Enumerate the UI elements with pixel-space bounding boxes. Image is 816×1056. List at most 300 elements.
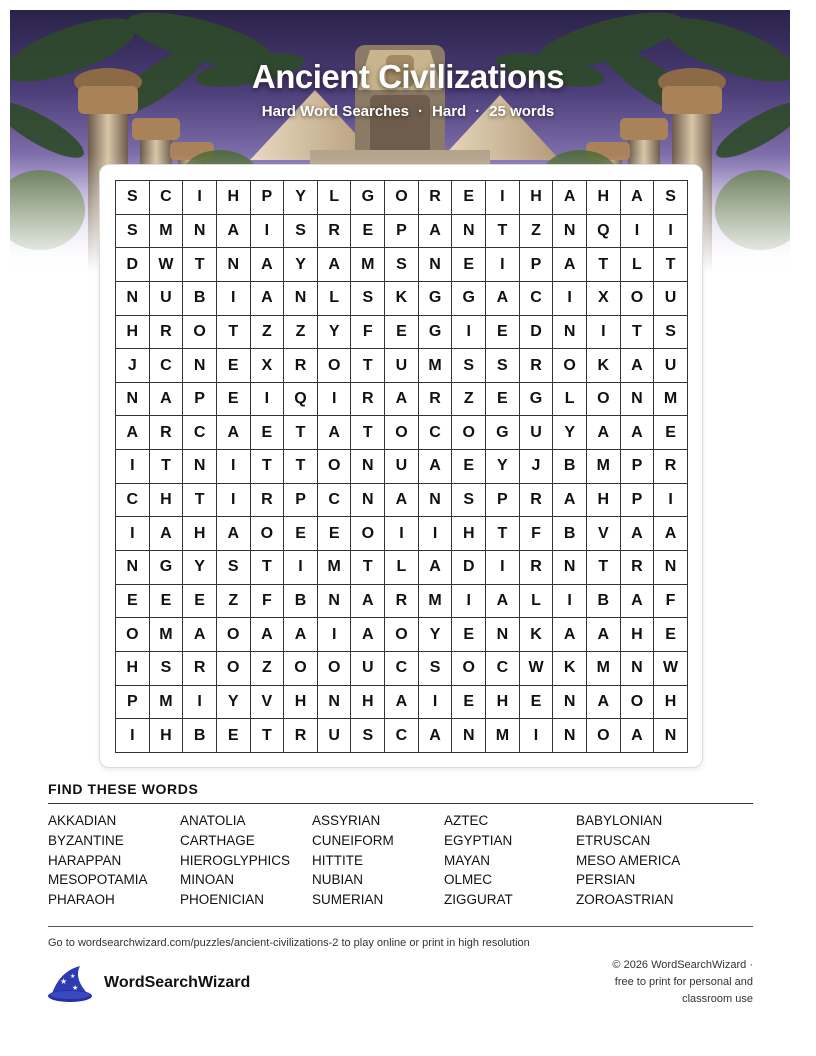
grid-cell[interactable]: B xyxy=(284,585,318,619)
grid-cell[interactable]: U xyxy=(318,719,352,753)
word-list-item: HITTITE xyxy=(312,852,363,868)
grid-cell[interactable]: R xyxy=(284,719,318,753)
grid-cell[interactable]: S xyxy=(217,551,251,585)
grid-cell[interactable]: N xyxy=(351,450,385,484)
grid-cell[interactable]: C xyxy=(385,719,419,753)
grid-cell[interactable]: F xyxy=(351,316,385,350)
grid-cell[interactable]: M xyxy=(150,618,184,652)
grid-cell[interactable]: E xyxy=(654,416,688,450)
grid-cell[interactable]: M xyxy=(318,551,352,585)
grid-cell[interactable]: I xyxy=(621,215,655,249)
grid-cell[interactable]: N xyxy=(318,585,352,619)
grid-cell[interactable]: E xyxy=(654,618,688,652)
grid-cell[interactable]: P xyxy=(251,181,285,215)
grid-cell[interactable]: H xyxy=(284,686,318,720)
grid-cell[interactable]: C xyxy=(385,652,419,686)
grid-cell[interactable]: X xyxy=(587,282,621,316)
grid-cell[interactable]: O xyxy=(385,181,419,215)
grid-cell[interactable]: N xyxy=(553,316,587,350)
grid-cell[interactable]: I xyxy=(116,450,150,484)
grid-cell[interactable]: R xyxy=(251,484,285,518)
grid-cell[interactable]: Y xyxy=(486,450,520,484)
grid-cell[interactable]: G xyxy=(150,551,184,585)
grid-cell[interactable]: Y xyxy=(318,316,352,350)
grid-cell[interactable]: I xyxy=(419,686,453,720)
grid-cell[interactable]: L xyxy=(318,282,352,316)
grid-cell[interactable]: Z xyxy=(251,652,285,686)
grid-cell[interactable]: E xyxy=(452,686,486,720)
grid-cell[interactable]: N xyxy=(654,551,688,585)
grid-cell[interactable]: Z xyxy=(217,585,251,619)
grid-cell[interactable]: O xyxy=(385,618,419,652)
grid-cell[interactable]: A xyxy=(217,517,251,551)
grid-cell[interactable]: E xyxy=(217,349,251,383)
grid-cell[interactable]: U xyxy=(385,450,419,484)
grid-cell[interactable]: S xyxy=(486,349,520,383)
grid-cell[interactable]: O xyxy=(217,618,251,652)
grid-cell[interactable]: G xyxy=(419,316,453,350)
grid-cell[interactable]: E xyxy=(520,686,554,720)
grid-cell[interactable]: R xyxy=(284,349,318,383)
grid-cell[interactable]: S xyxy=(452,349,486,383)
grid-cell[interactable]: A xyxy=(553,484,587,518)
grid-cell[interactable]: C xyxy=(419,416,453,450)
grid-cell[interactable]: N xyxy=(553,719,587,753)
grid-cell[interactable]: E xyxy=(217,383,251,417)
grid-cell[interactable]: N xyxy=(452,719,486,753)
grid-cell[interactable]: S xyxy=(284,215,318,249)
grid-cell[interactable]: A xyxy=(351,585,385,619)
grid-cell[interactable]: C xyxy=(486,652,520,686)
grid-cell[interactable]: H xyxy=(587,484,621,518)
grid-cell[interactable]: G xyxy=(486,416,520,450)
grid-cell[interactable]: E xyxy=(486,316,520,350)
grid-cell[interactable]: W xyxy=(520,652,554,686)
grid-cell[interactable]: G xyxy=(419,282,453,316)
grid-cell[interactable]: N xyxy=(183,215,217,249)
grid-cell[interactable]: T xyxy=(654,248,688,282)
grid-cell[interactable]: A xyxy=(621,349,655,383)
grid-cell[interactable]: U xyxy=(654,282,688,316)
grid-cell[interactable]: A xyxy=(318,248,352,282)
grid-cell[interactable]: A xyxy=(654,517,688,551)
grid-cell[interactable]: E xyxy=(385,316,419,350)
grid-cell[interactable]: M xyxy=(486,719,520,753)
grid-cell[interactable]: Q xyxy=(587,215,621,249)
grid-cell[interactable]: U xyxy=(351,652,385,686)
grid-cell[interactable]: I xyxy=(452,316,486,350)
grid-cell[interactable]: R xyxy=(385,585,419,619)
grid-cell[interactable]: F xyxy=(251,585,285,619)
grid-cell[interactable]: N xyxy=(452,215,486,249)
grid-cell[interactable]: C xyxy=(318,484,352,518)
grid-cell[interactable]: C xyxy=(183,416,217,450)
grid-cell[interactable]: S xyxy=(654,316,688,350)
grid-cell[interactable]: I xyxy=(116,719,150,753)
grid-cell[interactable]: O xyxy=(318,349,352,383)
grid-cell[interactable]: T xyxy=(251,551,285,585)
grid-cell[interactable]: T xyxy=(183,484,217,518)
grid-cell[interactable]: I xyxy=(251,215,285,249)
grid-cell[interactable]: O xyxy=(587,719,621,753)
grid-cell[interactable]: Y xyxy=(553,416,587,450)
grid-cell[interactable]: E xyxy=(284,517,318,551)
grid-cell[interactable]: S xyxy=(419,652,453,686)
grid-cell[interactable]: J xyxy=(116,349,150,383)
grid-cell[interactable]: B xyxy=(553,517,587,551)
grid-cell[interactable]: A xyxy=(385,484,419,518)
grid-cell[interactable]: D xyxy=(452,551,486,585)
grid-cell[interactable]: M xyxy=(419,349,453,383)
grid-cell[interactable]: S xyxy=(116,181,150,215)
grid-cell[interactable]: U xyxy=(654,349,688,383)
grid-cell[interactable]: L xyxy=(318,181,352,215)
grid-cell[interactable]: H xyxy=(217,181,251,215)
grid-cell[interactable]: E xyxy=(183,585,217,619)
grid-cell[interactable]: Z xyxy=(452,383,486,417)
grid-cell[interactable]: X xyxy=(251,349,285,383)
grid-cell[interactable]: K xyxy=(520,618,554,652)
grid-cell[interactable]: A xyxy=(419,215,453,249)
grid-cell[interactable]: A xyxy=(217,215,251,249)
grid-cell[interactable]: O xyxy=(621,686,655,720)
grid-cell[interactable]: A xyxy=(351,618,385,652)
grid-cell[interactable]: T xyxy=(486,215,520,249)
grid-cell[interactable]: A xyxy=(486,282,520,316)
grid-cell[interactable]: H xyxy=(486,686,520,720)
grid-cell[interactable]: D xyxy=(520,316,554,350)
grid-cell[interactable]: A xyxy=(116,416,150,450)
grid-cell[interactable]: P xyxy=(385,215,419,249)
grid-cell[interactable]: U xyxy=(150,282,184,316)
grid-cell[interactable]: Z xyxy=(520,215,554,249)
grid-cell[interactable]: P xyxy=(486,484,520,518)
grid-cell[interactable]: T xyxy=(284,416,318,450)
grid-cell[interactable]: H xyxy=(116,652,150,686)
grid-cell[interactable]: T xyxy=(251,719,285,753)
grid-cell[interactable]: A xyxy=(587,416,621,450)
grid-cell[interactable]: C xyxy=(150,349,184,383)
grid-cell[interactable]: N xyxy=(284,282,318,316)
grid-cell[interactable]: I xyxy=(217,282,251,316)
grid-cell[interactable]: M xyxy=(587,450,621,484)
grid-cell[interactable]: I xyxy=(419,517,453,551)
grid-cell[interactable]: N xyxy=(116,551,150,585)
grid-cell[interactable]: P xyxy=(621,484,655,518)
grid-cell[interactable]: O xyxy=(183,316,217,350)
grid-cell[interactable]: B xyxy=(587,585,621,619)
grid-cell[interactable]: A xyxy=(150,383,184,417)
grid-cell[interactable]: A xyxy=(251,248,285,282)
grid-cell[interactable]: A xyxy=(284,618,318,652)
grid-cell[interactable]: A xyxy=(621,181,655,215)
grid-cell[interactable]: A xyxy=(385,686,419,720)
grid-cell[interactable]: I xyxy=(654,484,688,518)
grid-cell[interactable]: I xyxy=(284,551,318,585)
grid-cell[interactable]: R xyxy=(183,652,217,686)
grid-cell[interactable]: A xyxy=(419,551,453,585)
grid-cell[interactable]: N xyxy=(217,248,251,282)
grid-cell[interactable]: B xyxy=(183,719,217,753)
grid-cell[interactable]: E xyxy=(351,215,385,249)
grid-cell[interactable]: R xyxy=(621,551,655,585)
page-subtitle xyxy=(0,103,816,120)
grid-cell[interactable]: W xyxy=(654,652,688,686)
footer-url-text[interactable]: Go to wordsearchwizard.com/puzzles/ancient-civilizations-2 to play online or print in high resolution xyxy=(48,937,530,949)
grid-cell[interactable]: R xyxy=(520,349,554,383)
grid-cell[interactable]: I xyxy=(251,383,285,417)
grid-cell[interactable]: T xyxy=(621,316,655,350)
grid-cell[interactable]: E xyxy=(486,383,520,417)
grid-cell[interactable]: R xyxy=(654,450,688,484)
grid-cell[interactable]: A xyxy=(621,517,655,551)
grid-cell[interactable]: I xyxy=(385,517,419,551)
grid-cell[interactable]: F xyxy=(520,517,554,551)
grid-cell[interactable]: N xyxy=(419,248,453,282)
grid-cell[interactable]: N xyxy=(116,282,150,316)
subtitle-word-count: 25 words xyxy=(489,103,555,120)
page-title: Ancient Civilizations xyxy=(251,58,565,95)
grid-cell[interactable]: R xyxy=(419,383,453,417)
grid-cell[interactable]: H xyxy=(150,719,184,753)
grid-cell[interactable]: N xyxy=(183,349,217,383)
grid-cell[interactable]: N xyxy=(116,383,150,417)
grid-cell[interactable]: J xyxy=(520,450,554,484)
grid-cell[interactable]: T xyxy=(351,551,385,585)
word-list-item: CUNEIFORM xyxy=(312,832,394,848)
grid-cell[interactable]: Z xyxy=(251,316,285,350)
grid-cell[interactable]: O xyxy=(284,652,318,686)
grid-cell[interactable]: H xyxy=(452,517,486,551)
grid-cell[interactable]: I xyxy=(116,517,150,551)
grid-cell[interactable]: E xyxy=(217,719,251,753)
grid-cell[interactable]: I xyxy=(553,282,587,316)
grid-cell[interactable]: N xyxy=(419,484,453,518)
grid-cell[interactable]: L xyxy=(520,585,554,619)
grid-cell[interactable]: Y xyxy=(284,181,318,215)
grid-cell[interactable]: A xyxy=(419,450,453,484)
grid-cell[interactable]: T xyxy=(486,517,520,551)
grid-cell[interactable]: I xyxy=(452,585,486,619)
grid-cell[interactable]: R xyxy=(351,383,385,417)
word-list-item: ASSYRIAN xyxy=(312,813,381,828)
grid-cell[interactable]: A xyxy=(621,719,655,753)
grid-cell[interactable]: U xyxy=(520,416,554,450)
grid-cell[interactable]: T xyxy=(351,416,385,450)
grid-cell[interactable]: A xyxy=(150,517,184,551)
grid-cell[interactable]: C xyxy=(520,282,554,316)
grid-cell[interactable]: A xyxy=(251,618,285,652)
grid-cell[interactable]: Y xyxy=(419,618,453,652)
grid-cell[interactable]: I xyxy=(318,618,352,652)
grid-cell[interactable]: S xyxy=(385,248,419,282)
grid-cell[interactable]: W xyxy=(150,248,184,282)
grid-cell[interactable]: O xyxy=(385,416,419,450)
grid-cell[interactable]: N xyxy=(654,719,688,753)
grid-cell[interactable]: M xyxy=(351,248,385,282)
grid-cell[interactable]: L xyxy=(385,551,419,585)
grid-cell[interactable]: I xyxy=(217,484,251,518)
grid-cell[interactable]: T xyxy=(251,450,285,484)
grid-cell[interactable]: I xyxy=(553,585,587,619)
grid-cell[interactable]: P xyxy=(116,686,150,720)
grid-cell[interactable]: M xyxy=(150,686,184,720)
grid-cell[interactable]: G xyxy=(351,181,385,215)
grid-cell[interactable]: A xyxy=(587,686,621,720)
grid-cell[interactable]: I xyxy=(654,215,688,249)
grid-cell[interactable]: I xyxy=(587,316,621,350)
grid-cell[interactable]: M xyxy=(419,585,453,619)
grid-cell[interactable]: N xyxy=(351,484,385,518)
grid-cell[interactable]: R xyxy=(520,551,554,585)
grid-cell[interactable]: K xyxy=(385,282,419,316)
grid-cell[interactable]: N xyxy=(621,383,655,417)
grid-cell[interactable]: S xyxy=(654,181,688,215)
grid-cell[interactable]: T xyxy=(217,316,251,350)
grid-cell[interactable]: T xyxy=(183,248,217,282)
grid-cell[interactable]: E xyxy=(116,585,150,619)
grid-cell[interactable]: A xyxy=(217,416,251,450)
grid-cell[interactable]: O xyxy=(351,517,385,551)
grid-cell[interactable]: Z xyxy=(284,316,318,350)
grid-cell[interactable]: K xyxy=(553,652,587,686)
grid-cell[interactable]: G xyxy=(520,383,554,417)
grid-cell[interactable]: A xyxy=(553,181,587,215)
grid-cell[interactable]: I xyxy=(486,551,520,585)
grid-cell[interactable]: L xyxy=(553,383,587,417)
grid-cell[interactable]: N xyxy=(183,450,217,484)
grid-cell[interactable]: K xyxy=(587,349,621,383)
grid-cell[interactable]: N xyxy=(553,551,587,585)
grid-cell[interactable]: O xyxy=(553,349,587,383)
grid-cell[interactable]: I xyxy=(217,450,251,484)
grid-cell[interactable]: I xyxy=(183,181,217,215)
grid-cell[interactable]: S xyxy=(351,282,385,316)
grid-cell[interactable]: O xyxy=(217,652,251,686)
grid-cell[interactable]: O xyxy=(318,450,352,484)
grid-cell[interactable]: P xyxy=(284,484,318,518)
grid-cell[interactable]: M xyxy=(150,215,184,249)
grid-cell[interactable]: O xyxy=(621,282,655,316)
grid-cell[interactable]: D xyxy=(116,248,150,282)
grid-cell[interactable]: H xyxy=(116,316,150,350)
grid-cell[interactable]: R xyxy=(520,484,554,518)
brand-logo[interactable] xyxy=(46,964,286,1004)
grid-cell[interactable]: Y xyxy=(284,248,318,282)
grid-cell[interactable]: H xyxy=(587,181,621,215)
grid-cell[interactable]: A xyxy=(621,416,655,450)
grid-cell[interactable]: I xyxy=(486,248,520,282)
grid-cell[interactable]: T xyxy=(587,248,621,282)
grid-cell[interactable]: A xyxy=(385,383,419,417)
grid-cell[interactable]: P xyxy=(621,450,655,484)
wizard-hat-icon xyxy=(46,964,96,1006)
grid-cell[interactable]: A xyxy=(419,719,453,753)
grid-cell[interactable]: A xyxy=(587,618,621,652)
grid-cell[interactable]: O xyxy=(587,383,621,417)
grid-cell[interactable]: E xyxy=(318,517,352,551)
grid-cell[interactable]: S xyxy=(116,215,150,249)
grid-cell[interactable]: U xyxy=(385,349,419,383)
grid-cell[interactable]: S xyxy=(150,652,184,686)
grid-cell[interactable]: E xyxy=(251,416,285,450)
grid-cell[interactable]: Q xyxy=(284,383,318,417)
grid-cell[interactable]: N xyxy=(553,215,587,249)
grid-cell[interactable]: A xyxy=(553,618,587,652)
grid-cell[interactable]: S xyxy=(351,719,385,753)
grid-cell[interactable]: T xyxy=(587,551,621,585)
grid-cell[interactable]: L xyxy=(621,248,655,282)
grid-cell[interactable]: I xyxy=(520,719,554,753)
grid-cell[interactable]: T xyxy=(150,450,184,484)
grid-cell[interactable]: F xyxy=(654,585,688,619)
grid-cell[interactable]: H xyxy=(183,517,217,551)
grid-cell[interactable]: R xyxy=(150,416,184,450)
grid-cell[interactable]: N xyxy=(486,618,520,652)
grid-cell[interactable]: M xyxy=(654,383,688,417)
grid-cell[interactable]: V xyxy=(251,686,285,720)
grid-cell[interactable]: A xyxy=(251,282,285,316)
grid-cell[interactable]: T xyxy=(284,450,318,484)
grid-cell[interactable]: R xyxy=(419,181,453,215)
grid-cell[interactable]: A xyxy=(183,618,217,652)
grid-cell[interactable]: O xyxy=(116,618,150,652)
grid-cell[interactable]: E xyxy=(452,181,486,215)
grid-cell[interactable]: C xyxy=(150,181,184,215)
grid-cell[interactable]: O xyxy=(452,652,486,686)
grid-cell[interactable]: E xyxy=(452,450,486,484)
grid-cell[interactable]: Y xyxy=(217,686,251,720)
grid-cell[interactable]: O xyxy=(452,416,486,450)
grid-cell[interactable]: C xyxy=(116,484,150,518)
grid-cell[interactable]: G xyxy=(452,282,486,316)
grid-cell[interactable]: H xyxy=(654,686,688,720)
grid-cell[interactable]: E xyxy=(150,585,184,619)
grid-cell[interactable]: P xyxy=(520,248,554,282)
grid-cell[interactable]: E xyxy=(452,618,486,652)
grid-cell[interactable]: H xyxy=(520,181,554,215)
grid-cell[interactable]: A xyxy=(621,585,655,619)
grid-cell[interactable]: V xyxy=(587,517,621,551)
grid-cell[interactable]: E xyxy=(452,248,486,282)
grid-cell[interactable]: A xyxy=(318,416,352,450)
grid-cell[interactable]: M xyxy=(587,652,621,686)
grid-cell[interactable]: H xyxy=(351,686,385,720)
grid-cell[interactable]: O xyxy=(318,652,352,686)
grid-cell[interactable]: O xyxy=(251,517,285,551)
word-list-item: MINOAN xyxy=(180,872,234,888)
grid-cell[interactable]: N xyxy=(553,686,587,720)
grid-cell[interactable]: B xyxy=(553,450,587,484)
grid-cell[interactable]: S xyxy=(452,484,486,518)
grid-cell[interactable]: H xyxy=(621,618,655,652)
grid-cell[interactable]: Y xyxy=(183,551,217,585)
grid-cell[interactable]: T xyxy=(351,349,385,383)
grid-cell[interactable]: A xyxy=(553,248,587,282)
grid-cell[interactable]: I xyxy=(486,181,520,215)
grid-cell[interactable]: I xyxy=(183,686,217,720)
grid-cell[interactable]: P xyxy=(183,383,217,417)
grid-cell[interactable]: R xyxy=(150,316,184,350)
grid-cell[interactable]: I xyxy=(318,383,352,417)
grid-cell[interactable]: H xyxy=(150,484,184,518)
grid-cell[interactable]: A xyxy=(486,585,520,619)
word-list-item: ANATOLIA xyxy=(180,813,246,828)
grid-cell[interactable]: R xyxy=(318,215,352,249)
grid-cell[interactable]: N xyxy=(318,686,352,720)
grid-cell[interactable]: N xyxy=(621,652,655,686)
grid-cell[interactable]: B xyxy=(183,282,217,316)
